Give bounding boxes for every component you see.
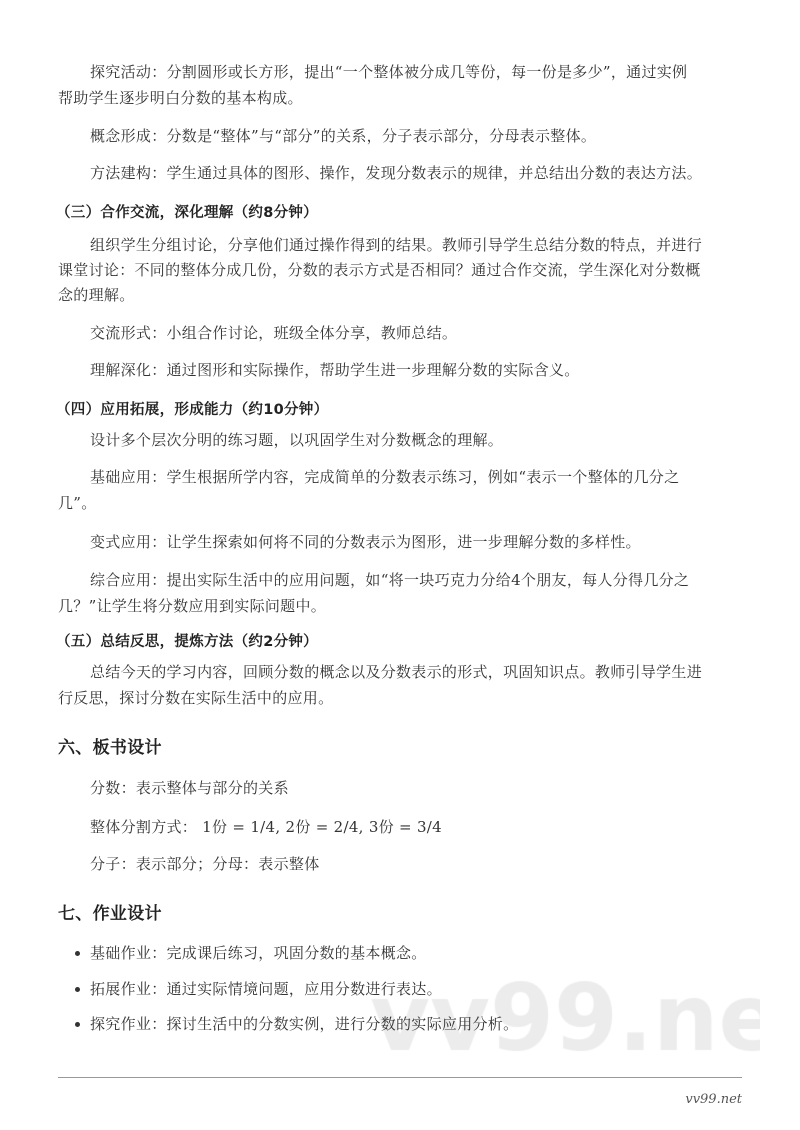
footer-divider (58, 1077, 742, 1078)
paragraph-line: 几”。 (58, 494, 97, 512)
paragraph-line: 基础应用：学生根据所学内容，完成简单的分数表示练习，例如“表示一个整体的几分之 (90, 468, 680, 486)
paragraph-line: 理解深化：通过图形和实际操作，帮助学生进一步理解分数的实际含义。 (90, 361, 580, 379)
paragraph-line: 交流形式：小组合作讨论，班级全体分享，教师总结。 (90, 324, 458, 342)
list-item-text: 基础作业：完成课后练习，巩固分数的基本概念。 (90, 944, 427, 962)
paragraph-line: 设计多个层次分明的练习题，以巩固学生对分数概念的理解。 (90, 431, 504, 449)
board-line: 分子：表示部分；分母：表示整体 (90, 855, 320, 873)
chapter-heading: 七、作业设计 (58, 904, 162, 924)
bullet-icon (75, 1022, 80, 1027)
paragraph-line: 综合应用：提出实际生活中的应用问题，如“将一块巧克力分给4个朋友，每人分得几分之 (90, 571, 690, 589)
footer-site: vv99.net (685, 1092, 742, 1107)
paragraph-line: 变式应用：让学生探索如何将不同的分数表示为图形，进一步理解分数的多样性。 (90, 533, 641, 551)
chapter-heading: 六、板书设计 (58, 738, 162, 758)
paragraph-line: 帮助学生逐步明白分数的基本构成。 (58, 89, 303, 107)
paragraph-line: 课堂讨论：不同的整体分成几份，分数的表示方式是否相同？通过合作交流，学生深化对分数概 (58, 261, 701, 279)
list-item (90, 1014, 760, 1034)
watermark (360, 950, 760, 1070)
paragraph-line: 方法建构：学生通过具体的图形、操作，发现分数表示的规律，并总结出分数的表达方法。 (90, 164, 703, 182)
list-item (90, 943, 760, 963)
paragraph-line: 几？”让学生将分数应用到实际问题中。 (58, 597, 327, 615)
paragraph-line: 总结今天的学习内容，回顾分数的概念以及分数表示的形式，巩固知识点。教师引导学生进 (90, 663, 703, 681)
board-line: 整体分割方式： 1份 = 1/4, 2份 = 2/4, 3份 = 3/4 (90, 818, 443, 836)
board-line: 分数：表示整体与部分的关系 (90, 779, 289, 797)
paragraph-line: 行反思，探讨分数在实际生活中的应用。 (58, 689, 334, 707)
section-heading: （三）合作交流，深化理解（约8分钟） (56, 205, 318, 221)
paragraph-line: 概念形成：分数是“整体”与“部分”的关系，分子表示部分，分母表示整体。 (90, 127, 597, 145)
section-heading: （五）总结反思，提炼方法（约2分钟） (56, 634, 318, 650)
bullet-icon (75, 951, 80, 956)
paragraph-line: 念的理解。 (58, 286, 135, 304)
paragraph-line: 探究活动：分割圆形或长方形，提出“一个整体被分成几等份，每一份是多少”，通过实例 (90, 63, 688, 81)
list-item (90, 979, 760, 999)
list-item-text: 探究作业：探讨生活中的分数实例，进行分数的实际应用分析。 (90, 1015, 519, 1033)
bullet-icon (75, 987, 80, 992)
section-heading: （四）应用拓展，形成能力（约10分钟） (56, 402, 329, 418)
list-item-text: 拓展作业：通过实际情境问题，应用分数进行表达。 (90, 980, 442, 998)
paragraph-line: 组织学生分组讨论，分享他们通过操作得到的结果。教师引导学生总结分数的特点，并进行 (90, 236, 703, 254)
